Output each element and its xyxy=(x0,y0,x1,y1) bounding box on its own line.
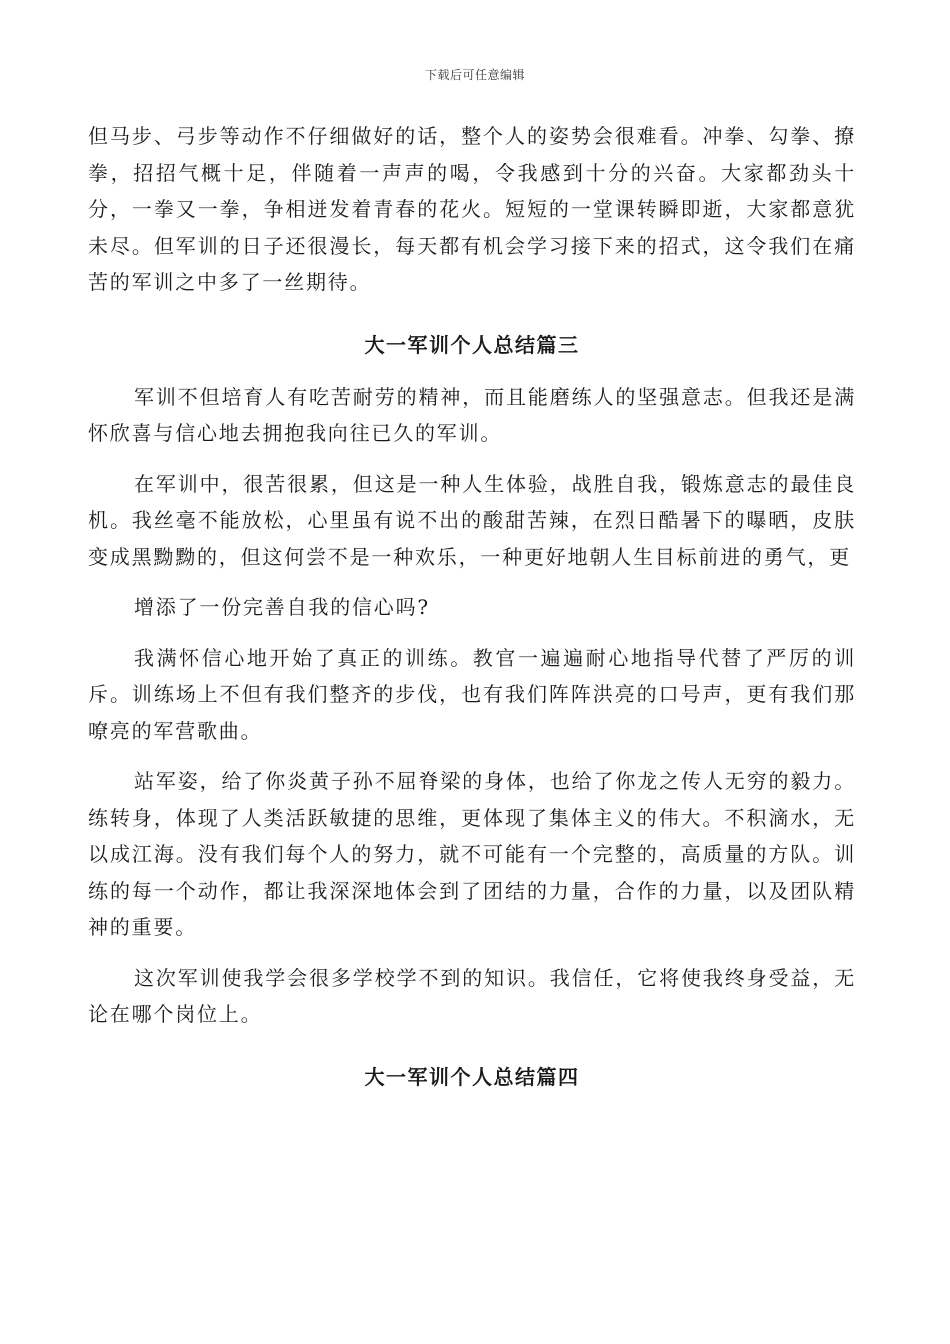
document-body xyxy=(88,118,856,1095)
paragraph-6: 这次军训使我学会很多学校学不到的知识。我信任，它将使我终身受益，无论在哪个岗位上。 xyxy=(88,965,856,1026)
paragraph-3: 增添了一份完善自我的信心吗? xyxy=(134,595,430,619)
paragraph-5: 站军姿，给了你炎黄子孙不屈脊梁的身体，也给了你龙之传人无穷的毅力。练转身，体现了人类活跃敏捷的思维，更体现了集体主义的伟大。不积滴水，无以成江海。没有我们每个人的努力，就不可能有一个完整的，高质量的方队。训练的每一个动作，都让我深深地体会到了团结的力量，合作的力量，以及团队精神的重要。 xyxy=(88,769,856,939)
section-heading-3: 大一军训个人总结篇三 xyxy=(364,332,580,357)
paragraph-continuation: 但马步、弓步等动作不仔细做好的话，整个人的姿势会很难看。冲拳、勾拳、撩拳，招招气概十足，伴随着一声声的喝，令我感到十分的兴奋。大家都劲头十分，一拳又一拳，争相迸发着青春的花火。短短的一堂课转瞬即逝，大家都意犹未尽。但军训的日子还很漫长，每天都有机会学习接下来的招式，这令我们在痛苦的军训之中多了一丝期待。 xyxy=(88,124,856,294)
paragraph-2: 在军训中，很苦很累，但这是一种人生体验，战胜自我，锻炼意志的最佳良机。我丝毫不能放松，心里虽有说不出的酸甜苦辣，在烈日酷暑下的曝晒，皮肤变成黑黝黝的，但这何尝不是一种欢乐，一种更好地朝人生目标前进的勇气，更 xyxy=(88,471,856,569)
header-note: 下载后可任意编辑 xyxy=(424,68,525,82)
paragraph-1: 军训不但培育人有吃苦耐劳的精神，而且能磨练人的坚强意志。但我还是满怀欣喜与信心地去拥抱我向往已久的军训。 xyxy=(88,384,856,445)
paragraph-4: 我满怀信心地开始了真正的训练。教官一遍遍耐心地指导代替了严厉的训斥。训练场上不但有我们整齐的步伐，也有我们阵阵洪亮的口号声，更有我们那嘹亮的军营歌曲。 xyxy=(88,645,856,743)
section-heading-4: 大一军训个人总结篇四 xyxy=(364,1064,580,1089)
